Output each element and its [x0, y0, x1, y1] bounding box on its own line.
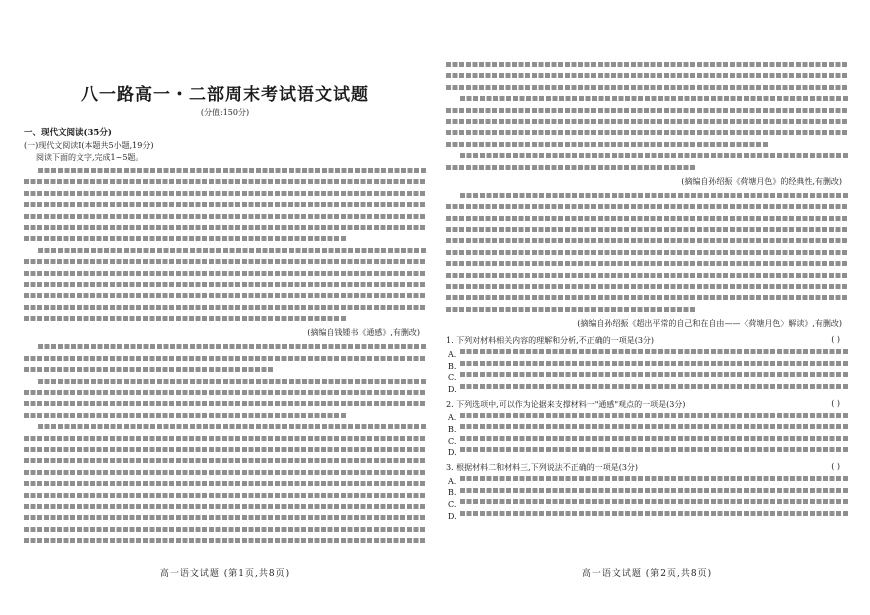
answer-bracket: ( )	[831, 335, 840, 345]
question-1	[446, 335, 848, 346]
option-letter: B.	[448, 488, 457, 498]
question-stem: 3. 根据材料二和材料三,下列说法不正确的一项是(3分)	[446, 462, 639, 472]
question-2	[446, 399, 848, 410]
option-letter: A.	[448, 413, 457, 423]
page-footer-1: 高一语文试题 (第1页,共8页)	[159, 569, 291, 579]
material-2-source: (摘编自孙绍振《荷塘月色》的经典性,有删改)	[681, 176, 842, 186]
answer-option	[446, 488, 848, 499]
material-3-paragraph	[446, 193, 848, 312]
exam-page-2	[446, 62, 848, 557]
sub-section-heading: (一)现代文阅读Ⅰ(本题共5小题,19分)	[24, 141, 154, 150]
answer-option	[446, 384, 848, 395]
answer-option	[446, 499, 848, 510]
material-1-paragraph	[24, 168, 426, 241]
material-2-paragraph	[446, 153, 848, 169]
material-2-paragraph	[446, 96, 848, 147]
material-1-source: (摘编自钱锺书《通感》,有删改)	[307, 328, 420, 338]
option-letter: A.	[448, 350, 457, 359]
material-2-paragraph	[24, 344, 426, 372]
option-letter: D.	[448, 511, 457, 521]
option-letter: D.	[448, 384, 457, 394]
material-2-paragraph	[24, 424, 426, 543]
answer-option	[446, 372, 848, 383]
exam-title: 八一路高一・二部周末考试语文试题	[81, 85, 369, 105]
answer-option	[446, 476, 848, 487]
option-letter: C.	[448, 499, 457, 509]
option-letter: B.	[448, 424, 457, 434]
answer-option	[446, 361, 848, 372]
question-stem: 2. 下列选项中,可以作为论据来支撑材料一"通感"观点的一项是(3分)	[446, 399, 686, 409]
answer-bracket: ( )	[831, 398, 840, 408]
material-2-paragraph	[446, 62, 848, 90]
material-3-source: (摘编自孙绍振《超出平常的自己和在自由——〈荷塘月色〉解读》,有删改)	[577, 319, 842, 329]
question-stem: 1. 下列对材料相关内容的理解和分析,不正确的一项是(3分)	[446, 336, 655, 346]
reading-instructions: 阅读下面的文字,完成1~5题。	[36, 153, 144, 162]
answer-option	[446, 413, 848, 424]
answer-option	[446, 447, 848, 458]
exam-page-1	[24, 62, 426, 557]
option-letter: C.	[448, 373, 457, 383]
answer-option	[446, 349, 848, 360]
answer-option	[446, 511, 848, 522]
page-footer-2: 高一语文试题 (第2页,共8页)	[581, 569, 713, 579]
question-3	[446, 462, 848, 473]
answer-option	[446, 436, 848, 447]
option-letter: C.	[448, 436, 457, 446]
option-letter: A.	[448, 476, 457, 486]
section-heading: 一、现代文阅读(35分)	[24, 128, 112, 138]
option-letter: D.	[448, 448, 457, 458]
answer-bracket: ( )	[831, 461, 840, 471]
material-1-paragraph	[24, 248, 426, 321]
answer-option	[446, 424, 848, 435]
material-2-paragraph	[24, 379, 426, 418]
option-letter: B.	[448, 361, 457, 371]
exam-score-note: (分值:150分)	[200, 108, 250, 117]
